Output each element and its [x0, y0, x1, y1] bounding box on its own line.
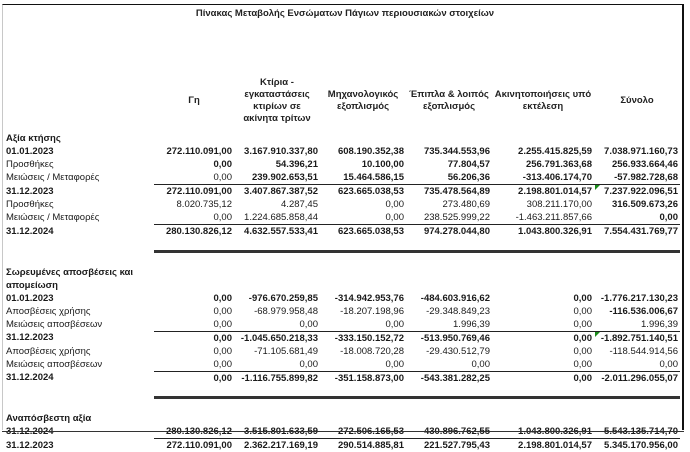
- cell[interactable]: -314.942.953,76: [320, 292, 406, 305]
- header-construction: Ακινητοποιήσεις υπό εκτέλεση: [492, 70, 594, 132]
- bottom-border: [2, 431, 684, 432]
- cell[interactable]: 1.996,39: [406, 318, 492, 332]
- cell[interactable]: 290.514.885,81: [320, 439, 406, 452]
- header-total: Σύνολο: [594, 70, 680, 132]
- table-row: [4, 439, 680, 452]
- cell[interactable]: 0,00: [154, 331, 234, 345]
- divider: [154, 385, 680, 398]
- cell[interactable]: 77.804,57: [406, 158, 492, 171]
- cell[interactable]: 974.278.044,80: [406, 225, 492, 239]
- row-label: Αποσβέσεις χρήσης: [4, 305, 154, 318]
- cell[interactable]: 0,00: [154, 292, 234, 305]
- cell[interactable]: 10.100,00: [320, 158, 406, 171]
- cell[interactable]: 7.237.922.096,51: [594, 185, 680, 199]
- cell[interactable]: 1.996,39: [594, 318, 680, 332]
- section-heading-nbv: [4, 412, 680, 425]
- heavy-rule: [4, 385, 680, 398]
- cell[interactable]: 0,00: [154, 305, 234, 318]
- table-row: [4, 171, 680, 185]
- cell[interactable]: 3.167.910.337,80: [234, 145, 320, 158]
- cell[interactable]: 0,00: [320, 358, 406, 372]
- cell[interactable]: 0,00: [492, 292, 594, 305]
- cell[interactable]: -976.670.259,85: [234, 292, 320, 305]
- row-label: 01.01.2023: [4, 145, 154, 158]
- cell[interactable]: 735.344.553,96: [406, 145, 492, 158]
- cell[interactable]: 272.110.091,00: [154, 185, 234, 199]
- cell[interactable]: -71.105.681,49: [234, 345, 320, 358]
- row-label: 31.12.2023: [4, 439, 154, 452]
- cell[interactable]: -118.544.914,56: [594, 345, 680, 358]
- cell[interactable]: 0,00: [594, 358, 680, 372]
- cell[interactable]: 238.525.999,22: [406, 211, 492, 225]
- cell[interactable]: 2.198.801.014,57: [492, 185, 594, 199]
- cell[interactable]: 256.933.664,46: [594, 158, 680, 171]
- row-label: 31.12.2024: [4, 225, 154, 239]
- cell[interactable]: -543.381.282,25: [406, 371, 492, 385]
- cell[interactable]: -2.011.296.055,07: [594, 371, 680, 385]
- cell[interactable]: -1.116.755.899,82: [234, 371, 320, 385]
- cell[interactable]: 735.478.564,89: [406, 185, 492, 199]
- header-label: [4, 70, 154, 132]
- cell[interactable]: 608.190.352,38: [320, 145, 406, 158]
- row-label: 31.12.2024: [4, 371, 154, 385]
- cell[interactable]: 1.224.685.858,44: [234, 211, 320, 225]
- table-row: [4, 358, 680, 372]
- cell[interactable]: -1.776.217.130,23: [594, 292, 680, 305]
- table-row: [4, 318, 680, 332]
- header-buildings: Κτίρια - εγκαταστάσεις κτιρίων σε ακίνητα τρίτων: [234, 70, 320, 132]
- cell[interactable]: 221.527.795,43: [406, 439, 492, 452]
- cell[interactable]: 0,00: [492, 305, 594, 318]
- fixed-assets-table: [4, 70, 680, 452]
- cell[interactable]: -1.892.751.140,51: [594, 331, 680, 345]
- cell[interactable]: 0,00: [234, 358, 320, 372]
- cell[interactable]: 5.345.170.956,00: [594, 439, 680, 452]
- cell[interactable]: 7.554.431.769,77: [594, 225, 680, 239]
- row-label: Μειώσεις / Μεταφορές: [4, 211, 154, 225]
- cell[interactable]: -57.982.728,68: [594, 171, 680, 185]
- row-label: Μειώσεις αποσβέσεων: [4, 318, 154, 332]
- cell[interactable]: 2.255.415.825,59: [492, 145, 594, 158]
- cell[interactable]: 7.038.971.160,73: [594, 145, 680, 158]
- cell[interactable]: 0,00: [154, 171, 234, 185]
- header-land: Γη: [154, 70, 234, 132]
- cell[interactable]: 272.110.091,00: [154, 439, 234, 452]
- table-row: [4, 211, 680, 225]
- row-label: 31.12.2023: [4, 331, 154, 345]
- cell[interactable]: 280.130.826,12: [154, 225, 234, 239]
- cell[interactable]: 4.632.557.533,41: [234, 225, 320, 239]
- row-label: Αποσβέσεις χρήσης: [4, 345, 154, 358]
- table-row: [4, 185, 680, 199]
- cell[interactable]: -1.045.650.218,33: [234, 331, 320, 345]
- cell[interactable]: 0,00: [154, 318, 234, 332]
- cell[interactable]: 316.509.673,26: [594, 198, 680, 211]
- cell[interactable]: -484.603.916,62: [406, 292, 492, 305]
- cell[interactable]: 308.211.170,00: [492, 198, 594, 211]
- cell[interactable]: 15.464.586,15: [320, 171, 406, 185]
- cell[interactable]: -18.207.198,96: [320, 305, 406, 318]
- row-label: Μειώσεις αποσβέσεων: [4, 358, 154, 372]
- cell[interactable]: 0,00: [492, 318, 594, 332]
- cell[interactable]: 0,00: [492, 331, 594, 345]
- cell[interactable]: 0,00: [320, 318, 406, 332]
- cell[interactable]: -29.348.849,23: [406, 305, 492, 318]
- cell[interactable]: -116.536.006,67: [594, 305, 680, 318]
- row-label: Προσθήκες: [4, 158, 154, 171]
- cell[interactable]: 273.480,69: [406, 198, 492, 211]
- cell[interactable]: 3.407.867.387,52: [234, 185, 320, 199]
- section-heading: Αξία κτήσης: [4, 132, 680, 145]
- section-heading-depreciation: [4, 266, 680, 279]
- cell[interactable]: 0,00: [492, 345, 594, 358]
- table-row: [4, 225, 680, 239]
- cell[interactable]: 56.206,36: [406, 171, 492, 185]
- cell[interactable]: -29.430.512,79: [406, 345, 492, 358]
- cell[interactable]: 1.043.800.326,91: [492, 225, 594, 239]
- row-label: 31.12.2023: [4, 185, 154, 199]
- cell[interactable]: 272.110.091,00: [154, 145, 234, 158]
- row-label: Προσθήκες: [4, 198, 154, 211]
- table-row: [4, 198, 680, 211]
- heavy-rule: [4, 238, 680, 251]
- row-label: 01.01.2023: [4, 292, 154, 305]
- cell[interactable]: 8.020.735,12: [154, 198, 234, 211]
- cell[interactable]: -68.979.958,48: [234, 305, 320, 318]
- cell[interactable]: 0,00: [154, 371, 234, 385]
- header-row: [4, 70, 680, 132]
- section-heading-acquisition: [4, 132, 680, 145]
- cell[interactable]: -313.406.174,70: [492, 171, 594, 185]
- cell[interactable]: 4.287,45: [234, 198, 320, 211]
- row-label: Μειώσεις / Μεταφορές: [4, 171, 154, 185]
- cell[interactable]: -333.150.152,72: [320, 331, 406, 345]
- cell[interactable]: 239.902.653,51: [234, 171, 320, 185]
- table-row: [4, 145, 680, 158]
- cell[interactable]: 623.665.038,53: [320, 225, 406, 239]
- cell[interactable]: 0,00: [406, 358, 492, 372]
- cell[interactable]: 0,00: [234, 318, 320, 332]
- table-row: [4, 292, 680, 305]
- cell[interactable]: -513.950.769,46: [406, 331, 492, 345]
- header-furniture: Έπιπλα & λοιπός εξοπλισμός: [406, 70, 492, 132]
- cell[interactable]: 0,00: [594, 211, 680, 225]
- header-machinery: Μηχανολογικός εξοπλισμός: [320, 70, 406, 132]
- cell[interactable]: 0,00: [154, 345, 234, 358]
- cell[interactable]: 0,00: [154, 211, 234, 225]
- cell[interactable]: 0,00: [320, 211, 406, 225]
- cell[interactable]: 54.396,21: [234, 158, 320, 171]
- cell[interactable]: 2.198.801.014,57: [492, 439, 594, 452]
- table-row: [4, 158, 680, 171]
- cell[interactable]: 0,00: [154, 358, 234, 372]
- cell[interactable]: 0,00: [492, 371, 594, 385]
- cell[interactable]: 0,00: [492, 358, 594, 372]
- cell[interactable]: -1.463.211.857,66: [492, 211, 594, 225]
- table-row: [4, 345, 680, 358]
- table-row: [4, 331, 680, 345]
- cell[interactable]: -18.008.720,28: [320, 345, 406, 358]
- section-heading: Αναπόσβεστη αξία: [4, 412, 680, 425]
- table-row: [4, 305, 680, 318]
- cell[interactable]: 2.362.217.169,19: [234, 439, 320, 452]
- cell[interactable]: -351.158.873,00: [320, 371, 406, 385]
- cell[interactable]: 256.791.363,68: [492, 158, 594, 171]
- section-heading: Σωρευμένες αποσβέσεις και: [4, 266, 680, 279]
- section-heading-cont: απομείωση: [4, 279, 680, 292]
- cell[interactable]: 623.665.038,53: [320, 185, 406, 199]
- table-row: [4, 371, 680, 385]
- divider: [154, 238, 680, 251]
- cell[interactable]: 0,00: [320, 198, 406, 211]
- page-title: Πίνακας Μεταβολής Ενσώματων Πάγιων περιουσιακών στοιχείων: [0, 8, 690, 19]
- cell[interactable]: 0,00: [154, 158, 234, 171]
